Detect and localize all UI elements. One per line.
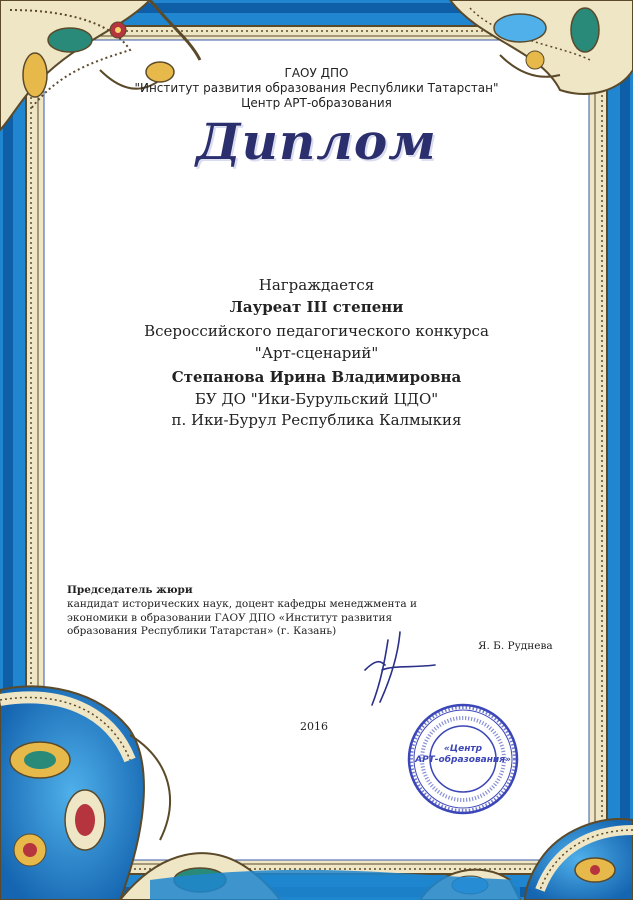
- recipient-organization: БУ ДО "Ики-Бурульский ЦДО": [194, 390, 439, 408]
- recipient-name: Степанова Ирина Владимировна: [171, 368, 462, 386]
- contest-name: "Арт-сценарий": [254, 344, 379, 362]
- signer-name: Я. Б. Руднева: [478, 640, 553, 652]
- jury-description: кандидат исторических наук, доцент кафедры менеджмента и экономики в образовании ГАОУ ДПО «Институт развития образования Республики Татарстан» (г. Казань): [67, 598, 417, 637]
- org-line-2: "Институт развития образования Республики Татарстан": [134, 81, 499, 95]
- year: 2016: [300, 720, 328, 733]
- jury-heading: Председатель жюри: [67, 584, 193, 596]
- contest-line-1: Всероссийского педагогического конкурса: [144, 322, 489, 340]
- stamp-center-line-2: АРТ-образования»: [415, 755, 511, 765]
- award-degree: Лауреат III степени: [229, 298, 404, 316]
- org-line-3: Центр АРТ-образования: [241, 96, 392, 110]
- award-phrase: Награждается: [258, 276, 375, 294]
- official-stamp: [398, 700, 528, 818]
- handwritten-signature: [360, 630, 440, 710]
- org-line-1: ГАОУ ДПО: [284, 66, 349, 80]
- recipient-location: п. Ики-Бурул Республика Калмыкия: [171, 411, 462, 429]
- diploma-title: Диплом: [196, 112, 437, 171]
- stamp-center-line-1: «Центр: [443, 744, 483, 754]
